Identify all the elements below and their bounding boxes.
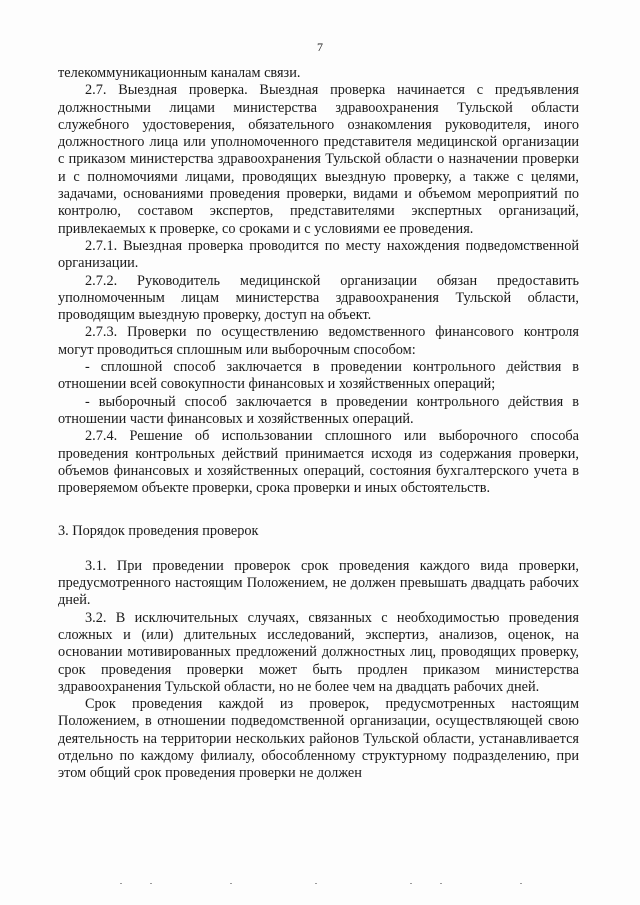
scan-speck	[230, 883, 232, 884]
paragraph-2-7-1: 2.7.1. Выездная проверка проводится по месту нахождения подведомственной организации.	[58, 237, 579, 272]
scan-speck	[315, 883, 317, 884]
list-item-continuous-method: - сплошной способ заключается в проведении контрольного действия в отношении всей совокупности финансовых и хозяйственных операций;	[58, 359, 579, 393]
document-body	[58, 65, 579, 783]
paragraph-2-7-2: 2.7.2. Руководитель медицинской организации обязан предоставить уполномоченным лицам министерства здравоохранения Тульской области, проводящим выездную проверку, доступ на объект.	[58, 272, 579, 324]
paragraph-inspection-term: Срок проведения каждой из проверок, предусмотренных настоящим Положением, в отношении подведомственной организации, осуществляющей свою деятельность на территории нескольких районов Тульской области, устанавливается отдельно по каждому филиалу, обособленному структурному подразделению, при этом общий срок проведения проверки не должен	[58, 696, 579, 782]
page-number: 7	[317, 40, 323, 54]
scan-speck	[150, 883, 152, 884]
paragraph-2-7: 2.7. Выездная проверка. Выездная проверка начинается с предъявления должностными лицами министерства здравоохранения Тульской области служебного удостоверения, обязательного ознакомления руководителя, иного должностного лица или уполномоченного представителя медицинской организации с приказом министерства здравоохранения Тульской области о назначении проверки и с полномочиями лицами, проводящих выездную проверку, а также с целями, задачами, основаниями проведения проверки, видами и объемом мероприятий по контролю, составом экспертов, представителями экспертных организаций, привлекаемых к проверке, со сроками и с условиями ее проведения.	[58, 82, 579, 237]
paragraph-2-7-4: 2.7.4. Решение об использовании сплошного или выборочного способа проведения контрольных действий принимается исходя из содержания проверки, объемов финансовых и хозяйственных операций, состояния бухгалтерского учета в проверяемом объекте проверки, срока проверки и иных обстоятельств.	[58, 428, 579, 497]
paragraph-2-7-3: 2.7.3. Проверки по осуществлению ведомственного финансового контроля могут проводиться сплошным или выборочным способом:	[58, 324, 579, 358]
paragraph-3-1: 3.1. При проведении проверок срок проведения каждого вида проверки, предусмотренного настоящим Положением, не должен превышать двадцать рабочих дней.	[58, 557, 579, 609]
paragraph-3-2: 3.2. В исключительных случаях, связанных с необходимостью проведения сложных и (или) длительных исследований, экспертиз, анализов, оценок, на основании мотивированных предложений должностных лиц, проводящих проверку, срок проведения проверки может быть продлен приказом министерства здравоохранения Тульской области, но не более чем на двадцать рабочих дней.	[58, 609, 579, 695]
scan-speck	[520, 883, 522, 884]
scan-speck	[120, 883, 122, 884]
list-item-sample-method: - выборочный способ заключается в проведении контрольного действия в отношении части финансовых и хозяйственных операций.	[58, 393, 579, 427]
paragraph-continuation: телекоммуникационным каналам связи.	[58, 65, 301, 81]
section-heading: 3. Порядок проведения проверок	[58, 523, 259, 540]
scan-speck	[410, 883, 412, 884]
scan-artifacts	[110, 883, 550, 887]
scan-speck	[440, 883, 442, 884]
